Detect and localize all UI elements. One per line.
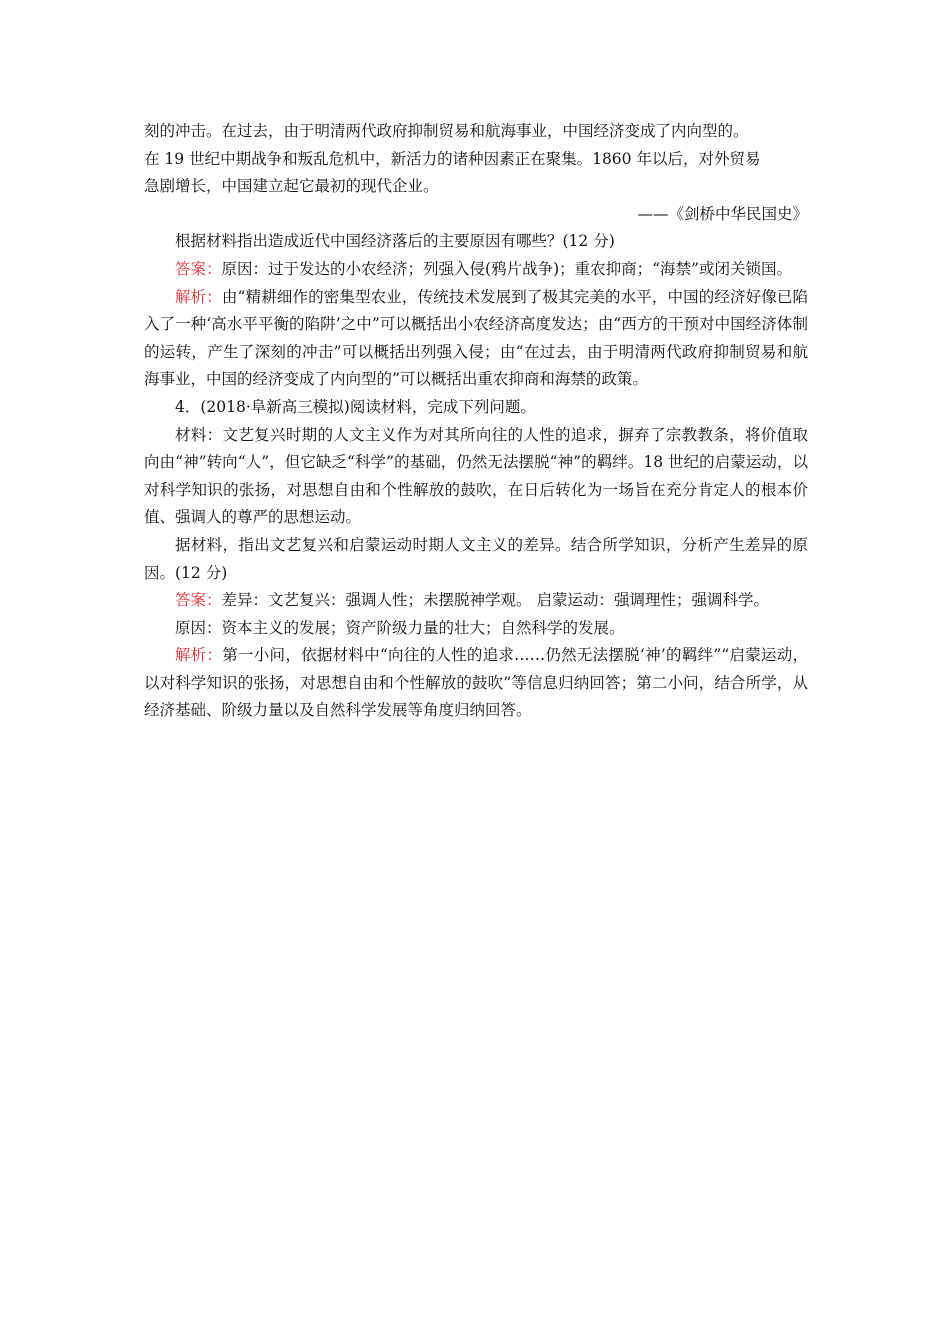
analysis-3 — [144, 284, 808, 394]
analysis-label: 解析： — [175, 287, 222, 306]
material-text-line-3: 急剧增长，中国建立起它最初的现代企业。 — [144, 177, 439, 196]
question-3-prompt: 根据材料指出造成近代中国经济落后的主要原因有哪些？(12 分) — [175, 232, 615, 251]
answer-label: 答案： — [175, 259, 222, 278]
material-text-line-1: 刻的冲击。在过去，由于明清两代政府抑制贸易和航海事业，中国经济变成了内向型的。 — [144, 122, 749, 140]
question-4-prompt: 据材料，指出文艺复兴和启蒙运动时期人文主义的差异。结合所学知识，分析产生差异的原因。(12 分) — [144, 535, 808, 582]
question-4-title: 4．(2018·阜新高三模拟)阅读材料，完成下列问题。 — [175, 397, 536, 416]
analysis-4-text: 第一小问，依据材料中“向往的人性的追求……仍然无法摆脱‘神’的羁绊”“启蒙运动，以对科学知识的张扬，对思想自由和个性解放的鼓吹”等信息归纳回答；第二小问，结合所学，从经济基础、阶级力量以及自然科学发展等角度归纳回答。 — [144, 646, 808, 720]
answer-4 — [144, 587, 808, 615]
analysis-label: 解析： — [175, 646, 223, 665]
question-4-material: 材料：文艺复兴时期的人文主义作为对其所向往的人性的追求，摒弃了宗教教条，将价值取向由“神”转向“人”，但它缺乏“科学”的基础，仍然无法摆脱“神”的羁绊。18 世纪的启蒙运动，以对科学知识的张扬，对思想自由和个性解放的鼓吹，在日后转化为一场旨在充分肯定人的根本价值、强调人的尊严的思想运动。 — [144, 425, 808, 527]
answer-4-diff: 差异：文艺复兴：强调人性；未摆脱神学观。 启蒙运动：强调理性；强调科学。 — [221, 591, 769, 610]
material-text-line-2: 在 19 世纪中期战争和叛乱危机中，新活力的诸种因素正在聚集。1860 年以后，对外贸易 — [144, 149, 761, 168]
analysis-4 — [144, 642, 808, 725]
answer-3-text: 原因：过于发达的小农经济；列强入侵(鸦片战争)；重农抑商；“海禁”或闭关锁国。 — [221, 259, 792, 278]
document-page — [144, 118, 808, 725]
answer-4-reason: 原因：资本主义的发展；资产阶级力量的壮大；自然科学的发展。 — [175, 618, 625, 637]
answer-3 — [144, 256, 808, 284]
answer-label: 答案： — [175, 591, 222, 610]
analysis-3-text: 由“精耕细作的密集型农业，传统技术发展到了极其完美的水平，中国的经济好像已陷入了一种‘高水平平衡的陷阱’之中”可以概括出小农经济高度发达；由“西方的干预对中国经济体制的运转，产生了深刻的冲击”可以概括出列强入侵；由“在过去，由于明清两代政府抑制贸易和航海事业，中国的经济变成了内向型的”可以概括出重农抑商和海禁的政策。 — [144, 287, 808, 389]
material-source: ——《剑桥中华民国史》 — [637, 204, 808, 223]
